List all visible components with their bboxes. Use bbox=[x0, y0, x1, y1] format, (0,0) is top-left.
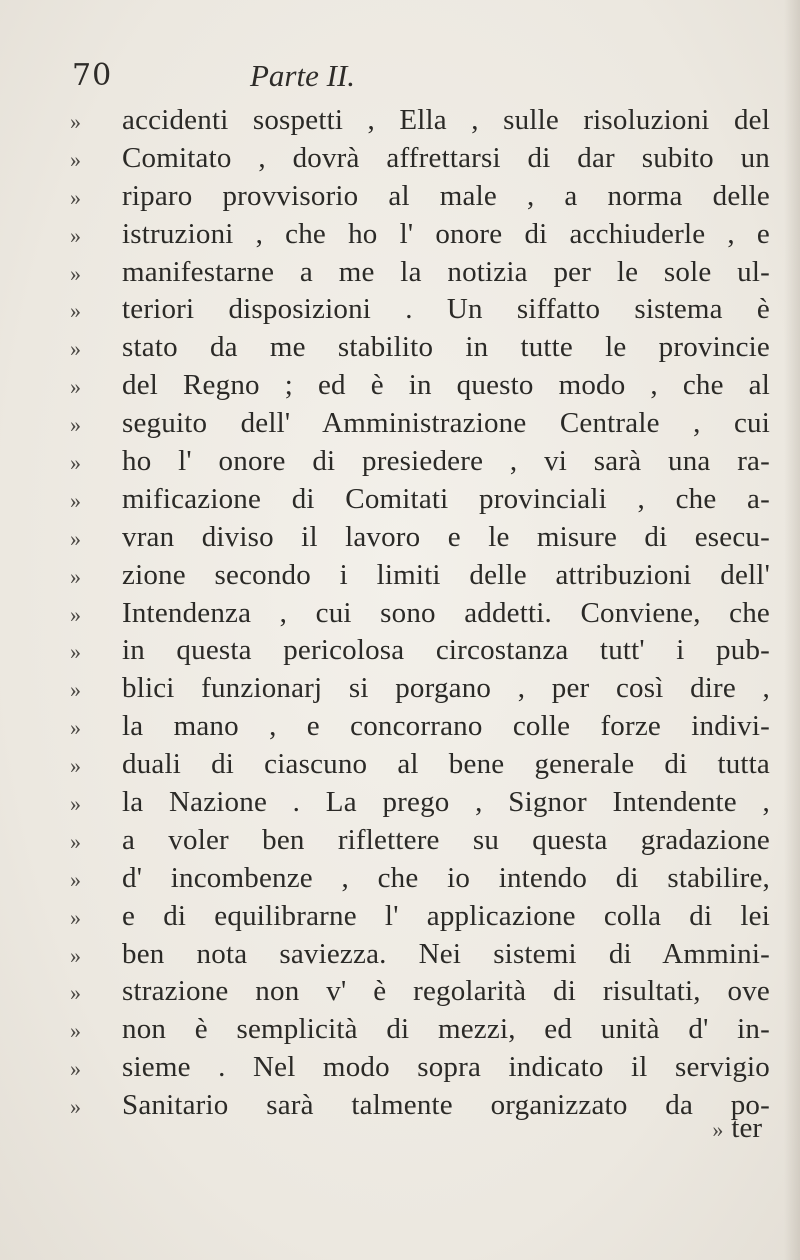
line-text: seguito dell' Amministrazione Centrale , cui bbox=[122, 407, 770, 440]
line-text: istruzioni , che ho l' onore di acchiuderle , e bbox=[122, 217, 770, 250]
quote-mark: » bbox=[70, 450, 79, 476]
line-text: ho l' onore di presiedere , vi sarà una ra- bbox=[122, 445, 770, 478]
line-text: a voler ben riflettere su questa gradazione bbox=[122, 823, 770, 856]
line-text: vran diviso il lavoro e le misure di esecu- bbox=[122, 520, 770, 553]
quote-mark: » bbox=[70, 487, 79, 513]
line-text: in questa pericolosa circostanza tutt' i pub- bbox=[122, 634, 770, 667]
line-text: non è semplicità di mezzi, ed unità d' in- bbox=[122, 1013, 770, 1046]
quote-mark: » bbox=[70, 222, 79, 248]
text-line bbox=[70, 331, 770, 369]
quote-mark: » bbox=[70, 563, 79, 589]
text-line bbox=[70, 1013, 770, 1051]
quote-mark: » bbox=[70, 828, 79, 854]
quote-mark: » bbox=[70, 791, 79, 817]
line-text: manifestarne a me la notizia per le sole ul- bbox=[122, 255, 770, 288]
line-text: Intendenza , cui sono addetti. Conviene, che bbox=[122, 596, 770, 629]
text-line bbox=[70, 369, 770, 407]
quote-mark: » bbox=[70, 753, 79, 779]
text-line bbox=[70, 597, 770, 635]
line-text: blici funzionarj si porgano , per così dire , bbox=[122, 672, 770, 705]
quote-mark: » bbox=[70, 866, 79, 892]
body-text bbox=[70, 104, 770, 1127]
quote-mark: » bbox=[712, 1117, 722, 1142]
catchword: ter bbox=[731, 1112, 762, 1144]
quote-mark: » bbox=[70, 1056, 79, 1082]
line-text: mificazione di Comitati provinciali , che a- bbox=[122, 482, 770, 515]
line-text: teriori disposizioni . Un siffatto sistema è bbox=[122, 293, 770, 326]
quote-mark: » bbox=[70, 260, 79, 286]
text-line bbox=[70, 256, 770, 294]
line-text: la Nazione . La prego , Signor Intendente , bbox=[122, 786, 770, 819]
quote-mark: » bbox=[70, 336, 79, 362]
text-line bbox=[70, 710, 770, 748]
quote-mark: » bbox=[70, 109, 79, 134]
quote-mark: » bbox=[70, 715, 79, 741]
quote-mark: » bbox=[70, 904, 79, 930]
quote-mark: » bbox=[70, 146, 79, 172]
line-text: accidenti sospetti , Ella , sulle risoluzioni del bbox=[122, 104, 770, 136]
quote-mark: » bbox=[70, 412, 79, 438]
text-line bbox=[70, 104, 770, 142]
quote-mark: » bbox=[70, 184, 79, 210]
page-edge-shadow bbox=[784, 0, 800, 1260]
quote-mark: » bbox=[70, 601, 79, 627]
page-number: 70 bbox=[72, 58, 113, 93]
text-line bbox=[70, 748, 770, 786]
text-line bbox=[70, 559, 770, 597]
quote-mark: » bbox=[70, 980, 79, 1006]
text-line bbox=[70, 672, 770, 710]
line-text: stato da me stabilito in tutte le provincie bbox=[122, 331, 770, 364]
line-text: riparo provvisorio al male , a norma delle bbox=[122, 179, 770, 212]
line-text: la mano , e concorrano colle forze indivi- bbox=[122, 710, 770, 743]
text-line bbox=[70, 634, 770, 672]
quote-mark: » bbox=[70, 942, 79, 968]
text-line bbox=[70, 218, 770, 256]
quote-mark: » bbox=[70, 374, 79, 400]
line-text: del Regno ; ed è in questo modo , che al bbox=[122, 369, 770, 402]
text-line bbox=[70, 407, 770, 445]
text-line bbox=[70, 1051, 770, 1089]
quote-mark: » bbox=[70, 677, 79, 703]
text-line bbox=[70, 824, 770, 862]
text-line bbox=[70, 975, 770, 1013]
text-line bbox=[70, 786, 770, 824]
text-line bbox=[70, 483, 770, 521]
quote-mark: » bbox=[70, 525, 79, 551]
text-line bbox=[70, 938, 770, 976]
text-line bbox=[70, 445, 770, 483]
text-line bbox=[70, 1089, 770, 1127]
text-line bbox=[70, 142, 770, 180]
quote-mark: » bbox=[70, 1018, 79, 1044]
line-text: duali di ciascuno al bene generale di tutta bbox=[122, 748, 770, 781]
text-line bbox=[70, 521, 770, 559]
line-text: e di equilibrarne l' applicazione colla di lei bbox=[122, 899, 770, 932]
text-line bbox=[70, 862, 770, 900]
line-text: Comitato , dovrà affrettarsi di dar subito un bbox=[122, 141, 770, 174]
line-text: Sanitario sarà talmente organizzato da po- bbox=[122, 1089, 770, 1122]
quote-mark: » bbox=[70, 1094, 79, 1120]
text-line bbox=[70, 180, 770, 218]
line-text: strazione non v' è regolarità di risultati, ove bbox=[122, 975, 770, 1008]
text-line bbox=[70, 900, 770, 938]
page-header bbox=[0, 58, 800, 98]
quote-mark: » bbox=[70, 298, 79, 324]
line-text: zione secondo i limiti delle attribuzioni dell' bbox=[122, 558, 770, 591]
quote-mark: » bbox=[70, 639, 79, 665]
line-text: sieme . Nel modo sopra indicato il servigio bbox=[122, 1051, 770, 1084]
text-line bbox=[70, 293, 770, 331]
catchword-row bbox=[712, 1112, 762, 1145]
line-text: d' incombenze , che io intendo di stabilire, bbox=[122, 861, 770, 894]
line-text: ben nota saviezza. Nei sistemi di Ammini- bbox=[122, 937, 770, 970]
running-head: Parte II. bbox=[250, 58, 356, 93]
